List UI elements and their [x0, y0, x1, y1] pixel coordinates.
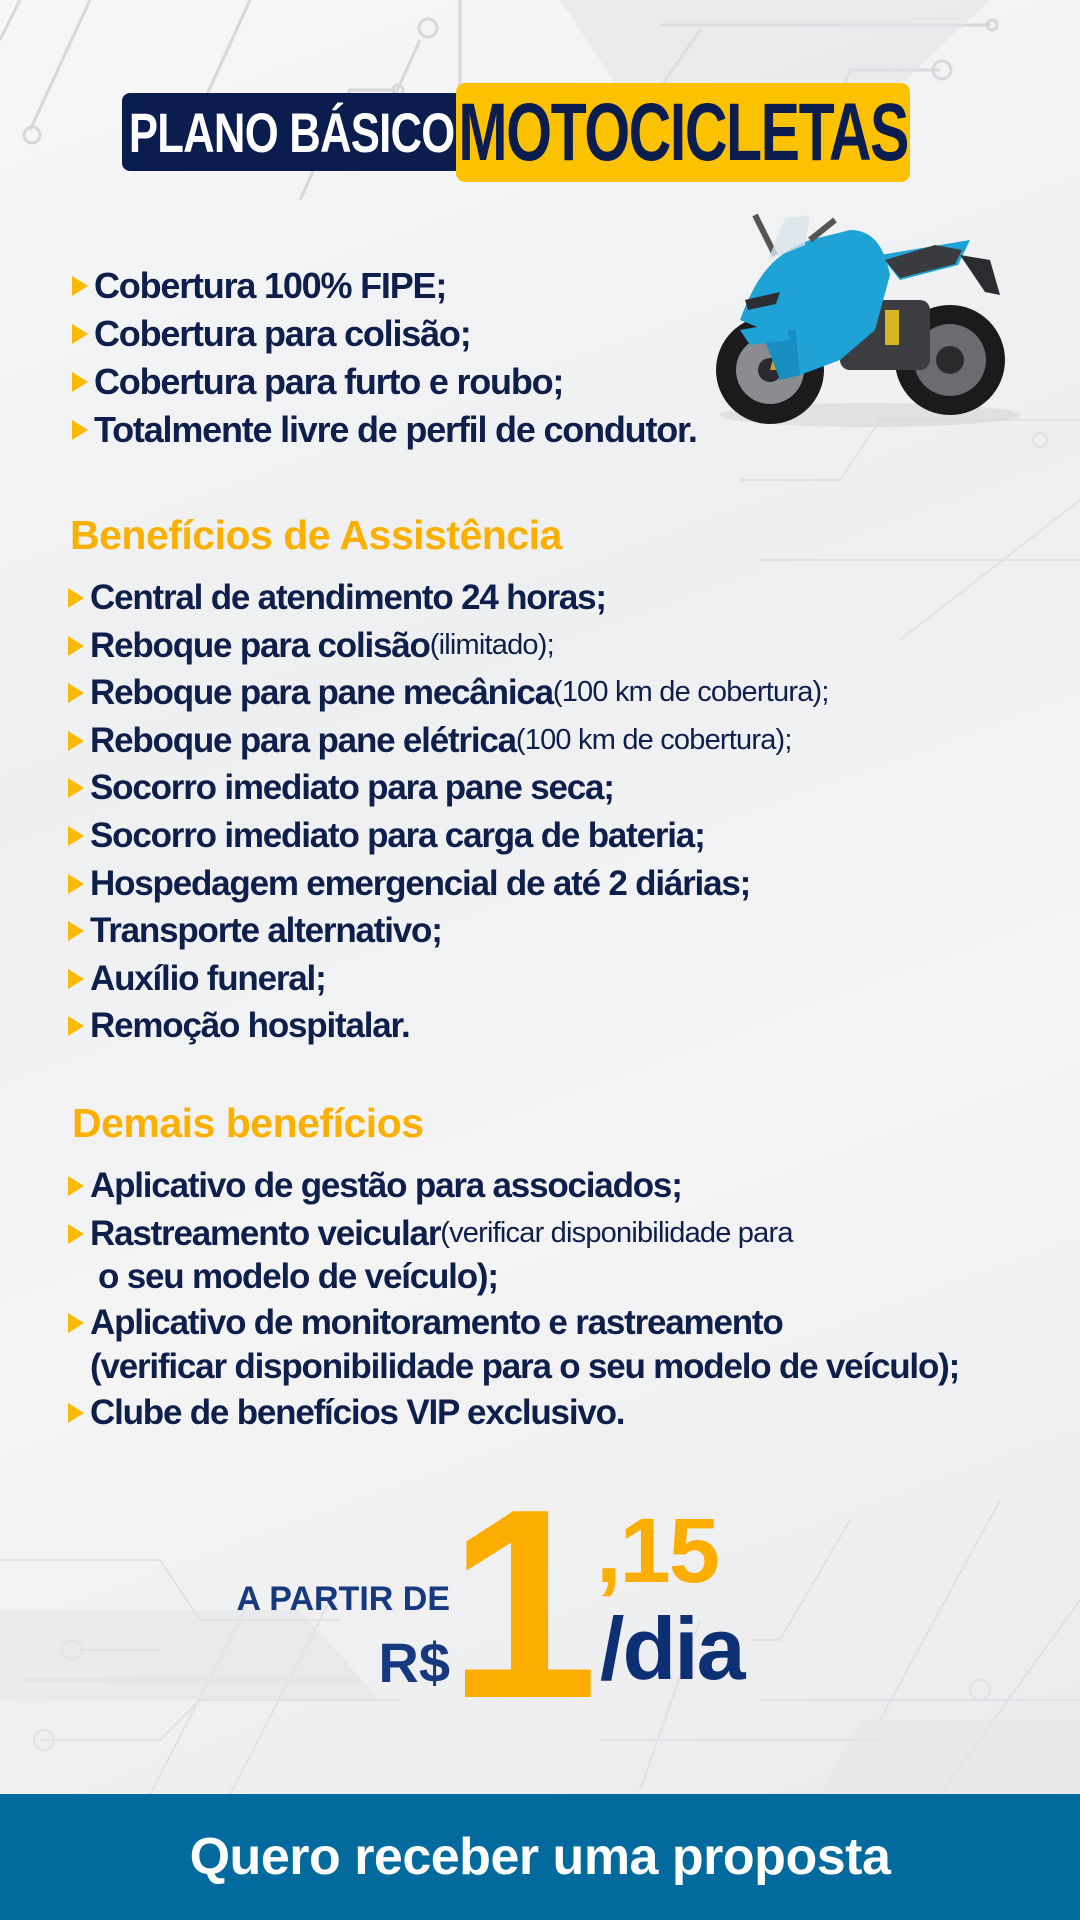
price-integer: 1 — [448, 1454, 589, 1755]
request-proposal-button[interactable] — [0, 1794, 1080, 1920]
price-currency: R$ — [378, 1631, 450, 1694]
assistance-list — [68, 574, 829, 1050]
plan-label: PLANO BÁSICO — [129, 100, 455, 164]
list-item-continuation: (verificar disponibilidade para o seu modelo de veículo); — [90, 1346, 960, 1386]
category-label: MOTOCICLETAS — [458, 86, 908, 178]
triangle-bullet-icon — [72, 324, 88, 344]
triangle-bullet-icon — [68, 1224, 84, 1244]
list-item: Reboque para pane mecânica (100 km de cobertura); — [68, 669, 829, 717]
list-item: Transporte alternativo; — [68, 907, 829, 955]
triangle-bullet-icon — [68, 969, 84, 989]
triangle-bullet-icon — [68, 1313, 84, 1333]
triangle-bullet-icon — [68, 731, 84, 751]
list-item: Socorro imediato para carga de bateria; — [68, 812, 829, 860]
price-decimal: ,15 — [596, 1500, 718, 1602]
price-prefix: A PARTIR DE — [236, 1580, 450, 1618]
assistance-section-title: Benefícios de Assistência — [70, 512, 562, 558]
other-benefits-list — [68, 1162, 959, 1436]
triangle-bullet-icon — [68, 826, 84, 846]
motorcycle-image — [700, 200, 1020, 430]
list-item: Reboque para colisão (ilimitado); — [68, 622, 829, 670]
triangle-bullet-icon — [72, 372, 88, 392]
other-benefits-section-title: Demais benefícios — [72, 1100, 424, 1146]
triangle-bullet-icon — [68, 636, 84, 656]
triangle-bullet-icon — [68, 588, 84, 608]
list-item: Cobertura para colisão; — [72, 310, 697, 358]
triangle-bullet-icon — [68, 874, 84, 894]
triangle-bullet-icon — [68, 1176, 84, 1196]
list-item: Totalmente livre de perfil de condutor. — [72, 406, 697, 454]
list-item-continuation: o seu modelo de veículo); — [98, 1257, 498, 1297]
request-proposal-label: Quero receber uma proposta — [189, 1828, 891, 1886]
triangle-bullet-icon — [72, 420, 88, 440]
list-item: Socorro imediato para pane seca; — [68, 764, 829, 812]
list-item: Hospedagem emergencial de até 2 diárias; — [68, 860, 829, 908]
price-unit: /dia — [600, 1599, 744, 1698]
plan-badge — [122, 93, 462, 171]
list-item: Clube de benefícios VIP exclusivo. — [68, 1389, 959, 1437]
list-item: Reboque para pane elétrica (100 km de cobertura); — [68, 717, 829, 765]
list-item: Central de atendimento 24 horas; — [68, 574, 829, 622]
list-item: Rastreamento veicular (verificar disponibilidade para — [68, 1210, 959, 1258]
triangle-bullet-icon — [68, 683, 84, 703]
coverage-list — [72, 262, 697, 454]
list-item: Cobertura 100% FIPE; — [72, 262, 697, 310]
triangle-bullet-icon — [72, 276, 88, 296]
list-item: Remoção hospitalar. — [68, 1002, 829, 1050]
triangle-bullet-icon — [68, 778, 84, 798]
list-item: Auxílio funeral; — [68, 955, 829, 1003]
list-item: Aplicativo de gestão para associados; — [68, 1162, 959, 1210]
triangle-bullet-icon — [68, 1403, 84, 1423]
triangle-bullet-icon — [68, 1016, 84, 1036]
list-item: Cobertura para furto e roubo; — [72, 358, 697, 406]
triangle-bullet-icon — [68, 921, 84, 941]
list-item: Aplicativo de monitoramento e rastreamento — [68, 1299, 959, 1347]
category-badge — [456, 83, 910, 182]
